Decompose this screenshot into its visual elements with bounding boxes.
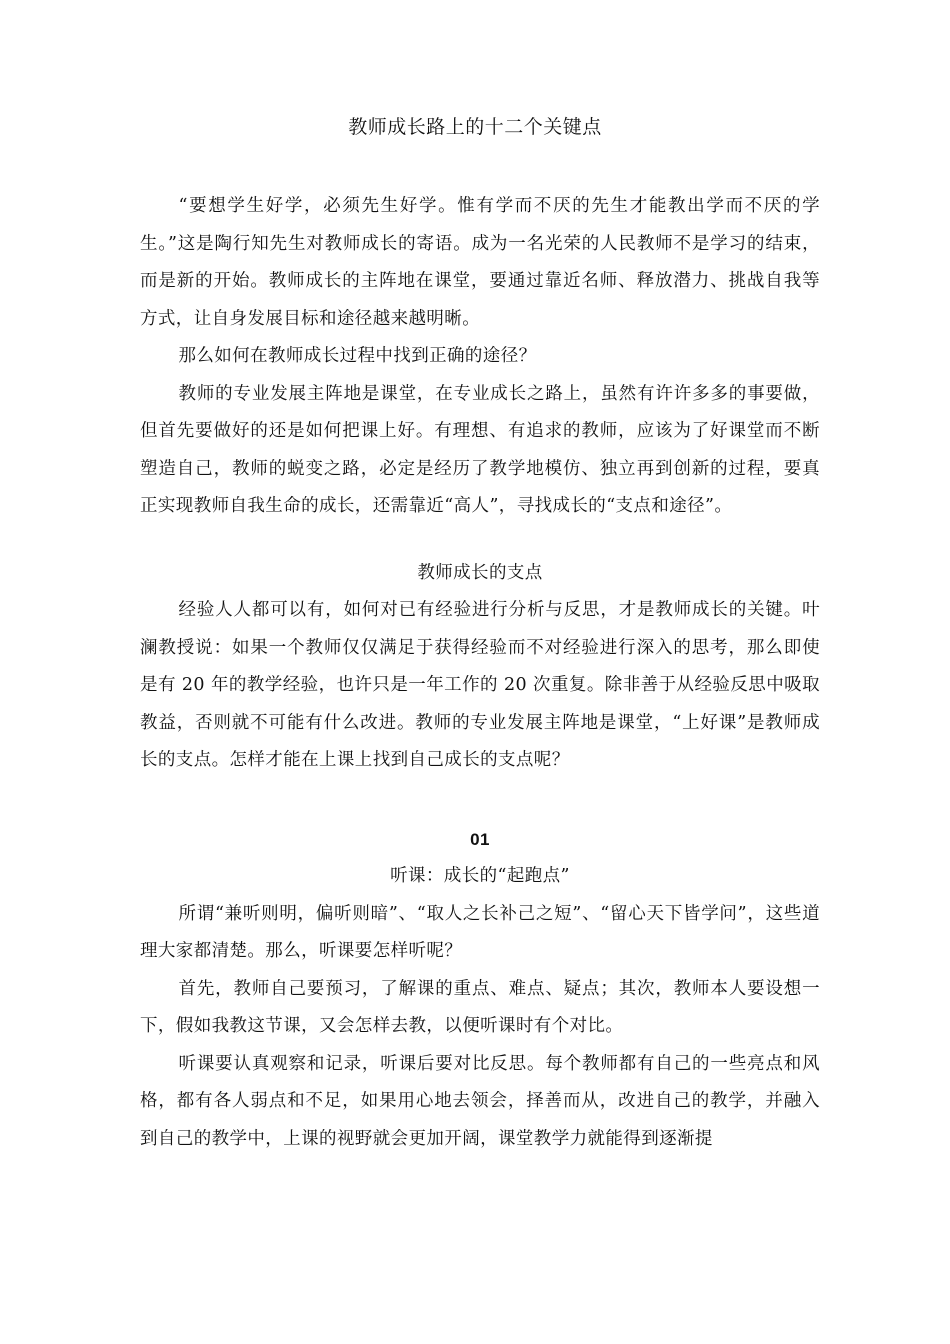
item-heading: 听课：成长的“起跑点” (390, 866, 570, 886)
item-paragraph-1: 所谓“兼听则明，偏听则暗”、“取人之长补己之短”、“留心天下皆学问”，这些道理大家都清楚。那么，听课要怎样听呢？ (140, 903, 820, 961)
item-paragraph-3: 听课要认真观察和记录，听课后要对比反思。每个教师都有自己的一些亮点和风格，都有各人弱点和不足，如果用心地去领会，择善而从，改进自己的教学，并融入到自己的教学中，上课的视野就会更加开阔，课堂教学力就能得到逐渐提 (140, 1053, 820, 1149)
blank-line (140, 780, 820, 821)
section-heading: 教师成长的支点 (417, 562, 543, 583)
blank-line (140, 526, 820, 555)
section-paragraph: 经验人人都可以有，如何对已有经验进行分析与反思，才是教师成长的关键。叶澜教授说：如果一个教师仅仅满足于获得经验而不对经验进行深入的思考，那么即使是有 20 年的教学经验，也许只是一年工作的 20 次重复。除非善于从经验反思中吸取教益，否则就不可能有什么改进。教师的专业发展主阵地是课堂，“上好课”是教师成长的支点。怎样才能在上课上找到自己成长的支点呢？ (140, 600, 820, 770)
intro-paragraph-1: “要想学生好学，必须先生好学。惟有学而不厌的先生才能教出学而不厌的学生。”这是陶行知先生对教师成长的寄语。成为一名光荣的人民教师不是学习的结束，而是新的开始。教师成长的主阵地在课堂，要通过靠近名师、释放潜力、挑战自我等方式，让自身发展目标和途径越来越明晰。 (140, 196, 820, 329)
item-number: 01 (470, 829, 490, 849)
document-body (140, 188, 820, 1158)
intro-paragraph-3: 教师的专业发展主阵地是课堂，在专业成长之路上，虽然有许许多多的事要做，但首先要做好的还是如何把课上好。有理想、有追求的教师，应该为了好课堂而不断塑造自己，教师的蜕变之路，必定是经历了教学地模仿、独立再到创新的过程，要真正实现教师自我生命的成长，还需靠近“高人”，寻找成长的“支点和途径”。 (140, 383, 820, 516)
intro-paragraph-2: 那么如何在教师成长过程中找到正确的途径？ (178, 346, 537, 366)
item-paragraph-2: 首先，教师自己要预习，了解课的重点、难点、疑点；其次，教师本人要设想一下，假如我教这节课，又会怎样去教，以便听课时有个对比。 (140, 978, 820, 1036)
document-title: 教师成长路上的十二个关键点 (348, 116, 602, 138)
